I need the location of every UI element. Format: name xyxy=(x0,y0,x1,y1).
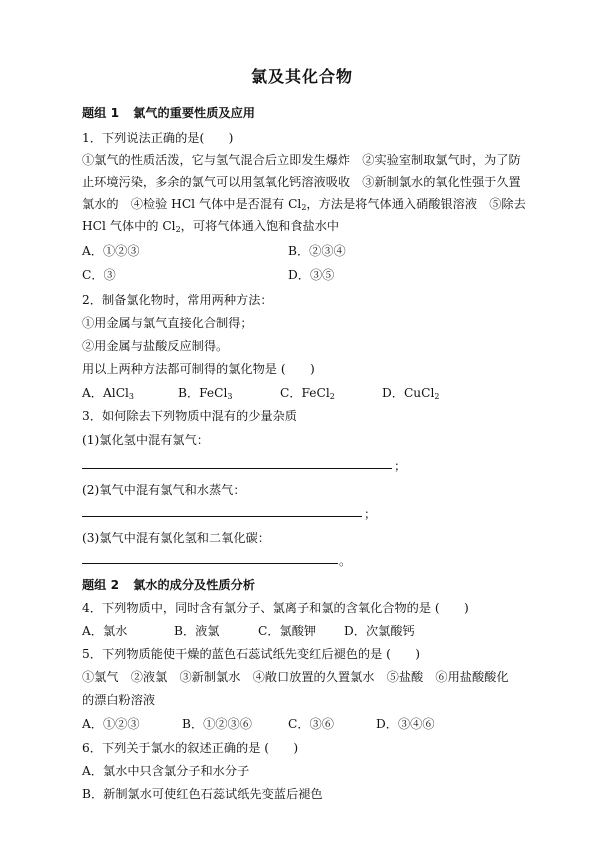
question-3-part-2: (2)氧气中混有氯气和水蒸气： xyxy=(82,483,246,497)
section-heading-group2 xyxy=(82,577,255,593)
group-label: 题组 1 xyxy=(82,106,120,120)
question-2-method-2: ②用金属与盐酸反应制得。 xyxy=(82,339,229,353)
question-3-stem: 3．如何除去下列物质中混有的少量杂质 xyxy=(82,409,297,423)
question-1-stem: 1．下列说法正确的是( ) xyxy=(82,131,234,145)
question-5-option-d[interactable]: D．③④⑥ xyxy=(376,717,435,731)
punctuation: 。 xyxy=(339,554,352,568)
question-2-stem: 2．制备氯化物时，常用两种方法： xyxy=(82,293,273,307)
subscript: 3 xyxy=(227,392,233,401)
question-5-option-b[interactable]: B．①②③⑥ xyxy=(182,717,252,731)
text-segment: ，方法是将气体通入硝酸银溶液 ⑤除去 xyxy=(306,197,526,211)
question-1-option-d[interactable]: D．③⑤ xyxy=(288,268,335,282)
question-6-option-b[interactable]: B．新制氯水可使红色石蕊试纸先变蓝后褪色 xyxy=(82,787,323,801)
subscript: 3 xyxy=(128,392,135,401)
question-2-option-a[interactable] xyxy=(82,385,134,401)
option-text: D．CuCl xyxy=(382,386,435,400)
question-2-ask: 用以上两种方法都可制得的氯化物是 ( ) xyxy=(82,362,315,376)
question-4-option-c[interactable]: C．氯酸钾 xyxy=(258,624,317,638)
subscript: 2 xyxy=(175,225,181,234)
text-segment: 氯水的 ④检验 HCl 气体中是否混有 Cl xyxy=(82,197,302,211)
question-5-option-c[interactable]: C．③⑥ xyxy=(288,717,334,731)
question-3-part-1: (1)氯化氢中混有氯气： xyxy=(82,433,209,447)
answer-blank-line[interactable] xyxy=(82,468,392,469)
question-1-option-c[interactable]: C．③ xyxy=(82,268,116,282)
question-5-items-line: 的漂白粉溶液 xyxy=(82,693,156,707)
question-5-stem: 5．下列物质能使干燥的蓝色石蕊试纸先变红后褪色的是 ( ) xyxy=(82,647,421,661)
answer-blank-line[interactable] xyxy=(82,516,362,517)
group-name: 氯气的重要性质及应用 xyxy=(133,106,255,120)
option-text: A．AlCl xyxy=(82,386,129,400)
question-2-method-1: ①用金属与氯气直接化合制得； xyxy=(82,316,253,330)
page-title: 氯及其化合物 xyxy=(250,67,353,86)
question-2-option-d[interactable] xyxy=(382,385,439,401)
question-1-statement-line: ①氯气的性质活泼，它与氢气混合后立即发生爆炸 ②实验室制取氯气时，为了防 xyxy=(82,153,521,167)
question-4-option-d[interactable]: D．次氯酸钙 xyxy=(344,624,415,638)
text-segment: ，可将气体通入饱和食盐水中 xyxy=(180,219,340,233)
question-1-option-a[interactable]: A．①②③ xyxy=(82,244,140,258)
question-6-stem: 6．下列关于氯水的叙述正确的是 ( ) xyxy=(82,741,299,755)
question-6-option-a[interactable]: A．氯水中只含氯分子和水分子 xyxy=(82,764,250,778)
question-1-option-b[interactable]: B．②③④ xyxy=(288,244,346,258)
subscript: 2 xyxy=(434,392,440,401)
punctuation: ； xyxy=(364,507,377,521)
question-1-statement-line xyxy=(82,196,526,212)
option-text: C．FeCl xyxy=(280,386,330,400)
option-text: B．FeCl xyxy=(178,386,228,400)
question-5-items-line: ①氯气 ②液氯 ③新制氯水 ④敞口放置的久置氯水 ⑤盐酸 ⑥用盐酸酸化 xyxy=(82,670,509,684)
question-1-statement-line xyxy=(82,218,339,234)
section-heading-group1 xyxy=(82,105,255,121)
question-5-option-a[interactable]: A．①②③ xyxy=(82,717,140,731)
worksheet-page xyxy=(82,0,526,848)
group-name: 氯水的成分及性质分析 xyxy=(133,578,255,592)
question-3-part-3: (3)氯气中混有氯化氢和二氧化碳： xyxy=(82,531,270,545)
question-2-option-c[interactable] xyxy=(280,385,335,401)
question-2-option-b[interactable] xyxy=(178,385,232,401)
question-1-statement-line: 止环境污染，多余的氯气可以用氢氧化钙溶液吸收 ③新制氯水的氧化性强于久置 xyxy=(82,175,521,189)
question-4-stem: 4．下列物质中，同时含有氯分子、氯离子和氯的含氧化合物的是 ( ) xyxy=(82,601,469,615)
question-4-option-a[interactable]: A．氯水 xyxy=(82,624,128,638)
subscript: 2 xyxy=(301,203,307,212)
text-segment: HCl 气体中的 Cl xyxy=(82,219,176,233)
punctuation: ； xyxy=(394,459,407,473)
answer-blank-line[interactable] xyxy=(82,563,338,564)
subscript: 2 xyxy=(329,392,335,401)
question-4-option-b[interactable]: B．液氯 xyxy=(174,624,220,638)
group-label: 题组 2 xyxy=(82,578,120,592)
